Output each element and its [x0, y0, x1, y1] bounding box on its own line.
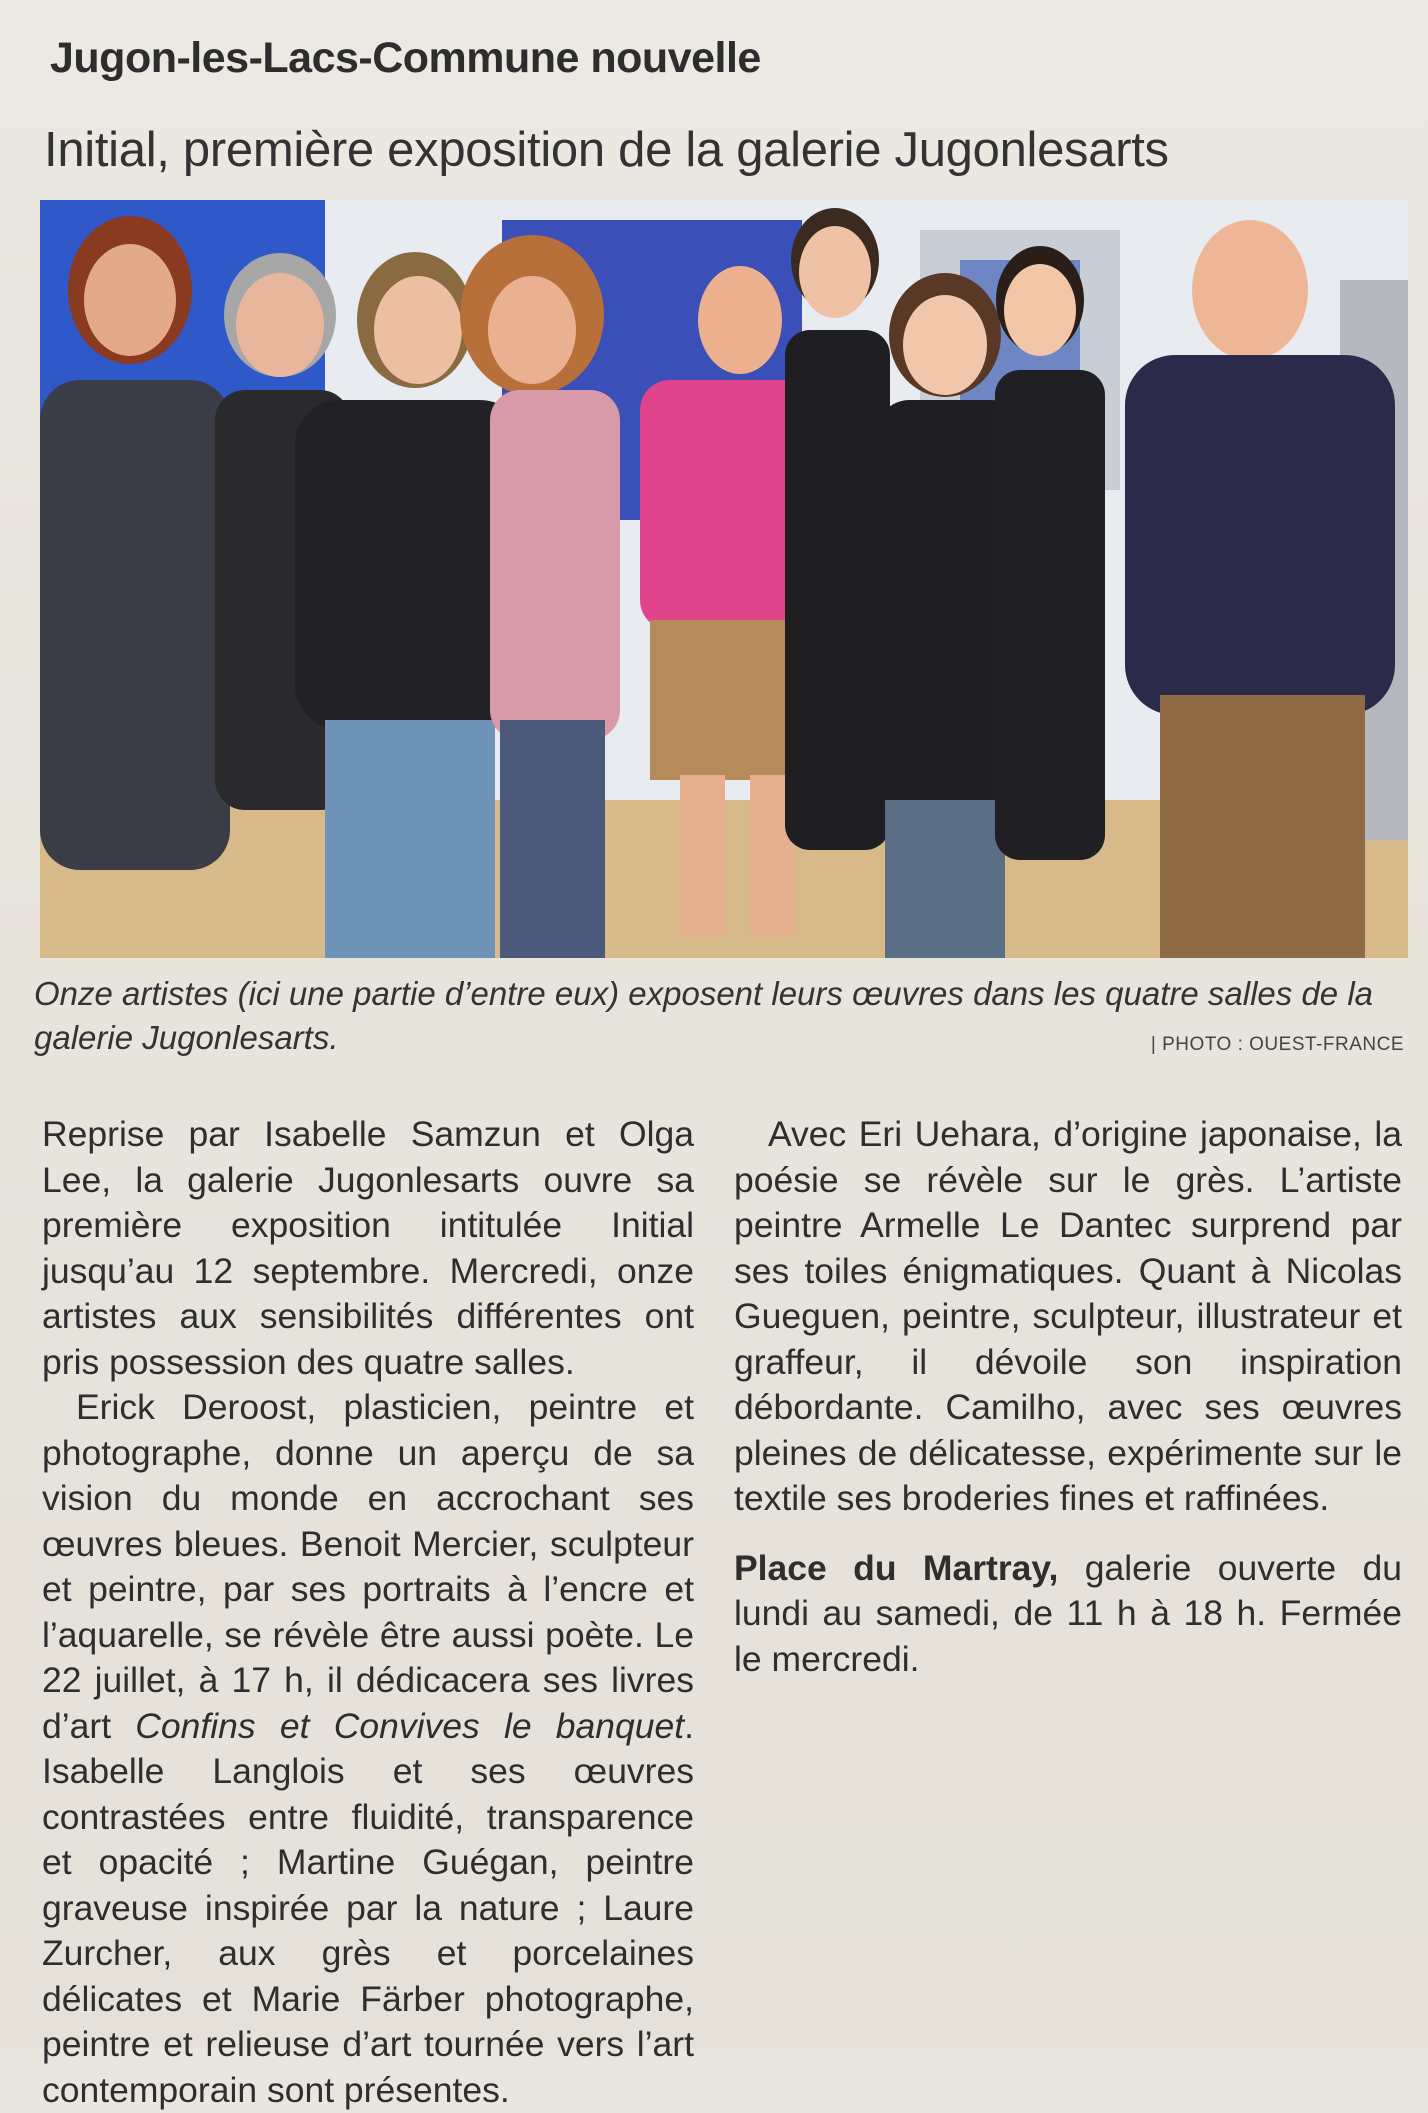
photo-caption: Onze artistes (ici une partie d’entre eux) exposent leurs œuvres dans les quatre salles de la galerie Jugonlesarts.	[34, 975, 1373, 1056]
paragraph-1: Reprise par Isabelle Samzun et Olga Lee, la galerie Jugonlesarts ouvre sa première exposition intitulée Initial jusqu’au 12 septembre. Mercredi, onze artistes aux sensibilités différentes ont pris possession des quatre salles.	[42, 1114, 694, 1382]
practical-info-lead: Place du Martray,	[734, 1547, 1059, 1588]
article-headline: Initial, première exposition de la galerie Jugonlesarts	[44, 123, 1169, 177]
paragraph-3: Avec Eri Uehara, d’origine japonaise, la poésie se révèle sur le grès. L’artiste peintre Armelle Le Dantec surprend par ses toiles énigmatiques. Quant à Nicolas Gueguen, peintre, sculpteur, illustrateur et graffeur, il dévoile son inspiration débordante. Camilho, avec ses œuvres pleines de délicatesse, expérimente sur le textile ses broderies fines et raffinées.	[734, 1114, 1402, 1518]
paragraph-2	[42, 1385, 694, 2113]
article-body-column-1	[42, 1112, 694, 2113]
book-titles: Confins et Convives le banquet	[135, 1705, 685, 1746]
photo-credit: | PHOTO : OUEST-FRANCE	[1150, 1034, 1404, 1055]
practical-info-text: galerie ouverte du lundi au samedi, de 11 h à 18 h. Fermée le mercredi.	[734, 1547, 1402, 1679]
group-photo	[40, 200, 1408, 958]
paragraph-2-end: . Isabelle Langlois et ses œuvres contrastées entre fluidité, transparence et opacité ; Martine Guégan, peintre graveuse inspirée par la nature ; Laure Zurcher, aux grès et porcelaines délicates et Marie Färber photographe, peintre et relieuse d’art tournée vers l’art contemporain sont présentes.	[42, 1705, 695, 2110]
section-rubric: Jugon-les-Lacs-Commune nouvelle	[50, 34, 761, 82]
article-body-column-2	[734, 1112, 1402, 1682]
practical-info	[734, 1546, 1402, 1683]
paragraph-2-start: Erick Deroost, plasticien, peintre et photographe, donne un aperçu de sa vision du monde en accrochant ses œuvres bleues. Benoit Mercier, sculpteur et peintre, par ses portraits à l’encre et l’aquarelle, se révèle être aussi poète. Le 22 juillet, à 17 h, il dédicacera ses livres d’art	[42, 1387, 694, 1746]
